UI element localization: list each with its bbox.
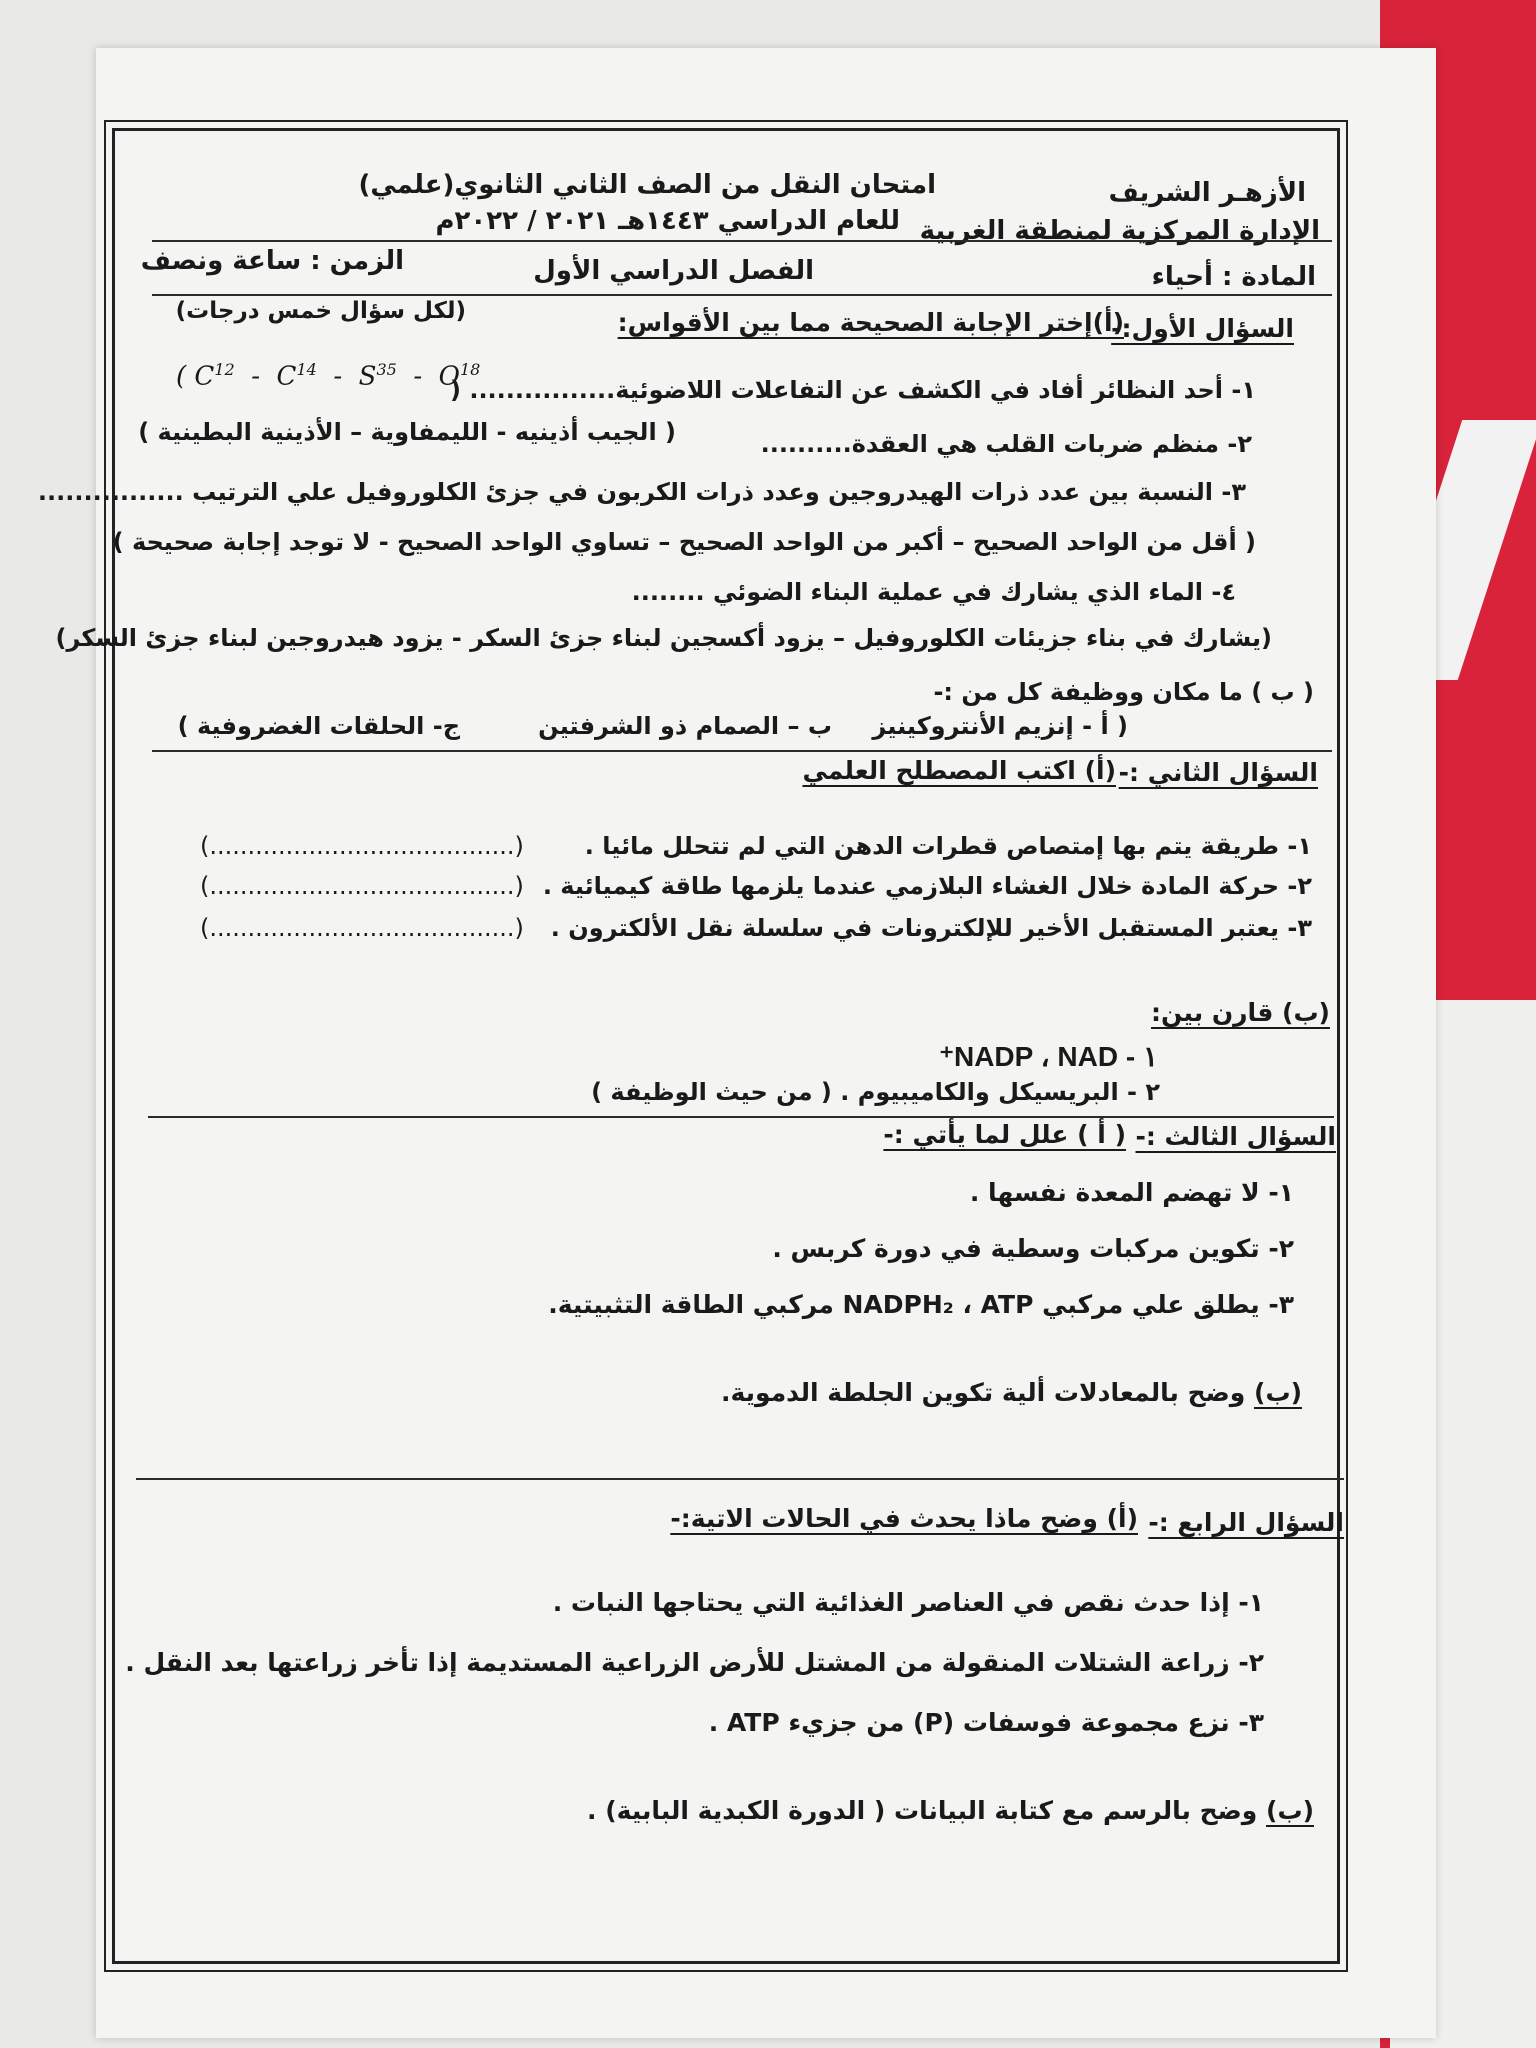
compare-1: ١ - NADP ، NAD⁺: [939, 1041, 1158, 1072]
q3-part-b: [721, 1378, 1302, 1407]
q1-item-1: ١- أحد النظائر أفاد في الكشف عن التفاعلات اللاضوئية................ (: [450, 376, 1256, 404]
isotope-mass: 18: [459, 360, 481, 379]
q4-part-b-label: (ب): [1266, 1796, 1314, 1825]
subject: المادة : أحياء: [1151, 262, 1316, 292]
q1-item-4: ٤- الماء الذي يشارك في عملية البناء الضوئي ........: [631, 578, 1236, 606]
q3-part-a: ( أ ) علل لما يأتي :-: [883, 1120, 1126, 1149]
q3-item-2: ٢- تكوين مركبات وسطية في دورة كربس .: [772, 1234, 1294, 1263]
q4-part-a: (أ) وضح ماذا يحدث في الحالات الاتية:-: [670, 1504, 1138, 1533]
q1-item-2-options: ( الجيب أذينيه - الليمفاوية – الأذينية البطينية ): [138, 418, 676, 446]
q4-item-2: ٢- زراعة الشتلات المنقولة من المشتل للأرض الزراعية المستديمة إذا تأخر زراعتها بعد النقل .: [125, 1648, 1264, 1677]
option-c: ج- الحلقات الغضروفية ): [177, 712, 460, 740]
q3-part-b-label: (ب): [1254, 1378, 1302, 1407]
q3-part-b-text: وضح بالمعادلات ألية تكوين الجلطة الدموية.: [720, 1378, 1255, 1407]
divider: [152, 750, 1332, 752]
q1-title: السؤال الأول:-: [1111, 314, 1294, 343]
isotope-mass: 12: [214, 360, 235, 379]
compare-2: ٢ - البريسيكل والكاميبيوم . ( من حيث الوظيفة ): [591, 1078, 1160, 1106]
q3-item-3: ٣- يطلق علي مركبي NADPH₂ ، ATP مركبي الطاقة التثبيتية.: [548, 1290, 1294, 1319]
q2-title: السؤال الثاني :-: [1118, 758, 1318, 787]
q1-part-a: (أ)إختر الإجابة الصحيحة مما بين الأقواس:: [617, 308, 1124, 337]
region-name: الإدارة المركزية لمنطقة الغربية: [919, 216, 1320, 246]
answer-blank: (........................................): [200, 832, 524, 860]
q1-item-4-options: (يشارك في بناء جزيئات الكلوروفيل – يزود أكسجين لبناء جزئ السكر - يزود هيدروجين لبناء جزئ السكر): [55, 624, 1272, 652]
q2-item-1: ١- طريقة يتم بها إمتصاص قطرات الدهن التي لم تتحلل مائيا .: [584, 832, 1312, 860]
option-a: ( أ - إنزيم الأنتروكينيز: [872, 712, 1128, 740]
isotope-s: S: [358, 361, 377, 392]
isotope-o: O: [438, 361, 460, 392]
answer-blank: (........................................): [200, 914, 524, 942]
isotope-options: ( $C^{12} - C^{14} - S^{35} - O^{18}$: [176, 360, 481, 392]
q2-item-2: ٢- حركة المادة خلال الغشاء البلازمي عندما يلزمها طاقة كيميائية .: [542, 872, 1312, 900]
isotope-c: C: [194, 361, 215, 392]
duration: الزمن : ساعة ونصف: [140, 246, 404, 276]
q4-part-b: [587, 1796, 1314, 1825]
q1-item-3-options: ( أقل من الواحد الصحيح – أكبر من الواحد الصحيح – تساوي الواحد الصحيح - لا توجد إجابة صحيحة ): [112, 528, 1256, 556]
institution-name: الأزهـر الشريف: [1108, 178, 1306, 208]
q2-part-a: (أ) اكتب المصطلح العلمي: [802, 756, 1116, 785]
q4-item-3: ٣- نزع مجموعة فوسفات (P) من جزيء ATP .: [708, 1708, 1264, 1737]
term: الفصل الدراسي الأول: [533, 256, 814, 286]
option-b: ب – الصمام ذو الشرفتين: [538, 712, 832, 740]
exam-title: امتحان النقل من الصف الثاني الثانوي(علمي): [358, 170, 936, 200]
q4-item-1: ١- إذا حدث نقص في العناصر الغذائية التي يحتاجها النبات .: [552, 1588, 1264, 1617]
q3-item-1: ١- لا تهضم المعدة نفسها .: [969, 1178, 1294, 1207]
divider: [136, 1478, 1344, 1480]
q3-title: السؤال الثالث :-: [1135, 1122, 1336, 1151]
q1-item-3: ٣- النسبة بين عدد ذرات الهيدروجين وعدد ذرات الكربون في جزئ الكلوروفيل علي الترتيب ................: [37, 478, 1246, 506]
q2-part-b: (ب) قارن بين:: [1151, 998, 1330, 1027]
q1-item-2: ٢- منظم ضربات القلب هي العقدة..........: [760, 430, 1252, 458]
divider: [148, 1116, 1334, 1118]
answer-blank: (........................................): [200, 872, 524, 900]
academic-year: للعام الدراسي ١٤٤٣هـ ٢٠٢١ / ٢٠٢٢م: [435, 206, 900, 236]
q2-item-3: ٣- يعتبر المستقبل الأخير للإلكترونات في سلسلة نقل الألكترون .: [550, 914, 1312, 942]
marks-note: (لكل سؤال خمس درجات): [175, 298, 466, 324]
isotope-mass: 14: [296, 360, 317, 379]
divider: [152, 294, 1332, 296]
q4-part-b-text: وضح بالرسم مع كتابة البيانات ( الدورة الكبدية البابية) .: [587, 1796, 1267, 1825]
q1-part-b: ( ب ) ما مكان ووظيفة كل من :-: [933, 678, 1314, 706]
q4-title: السؤال الرابع :-: [1148, 1508, 1344, 1537]
isotope-c: C: [276, 361, 297, 392]
isotope-mass: 35: [376, 360, 397, 379]
divider: [152, 240, 1332, 242]
